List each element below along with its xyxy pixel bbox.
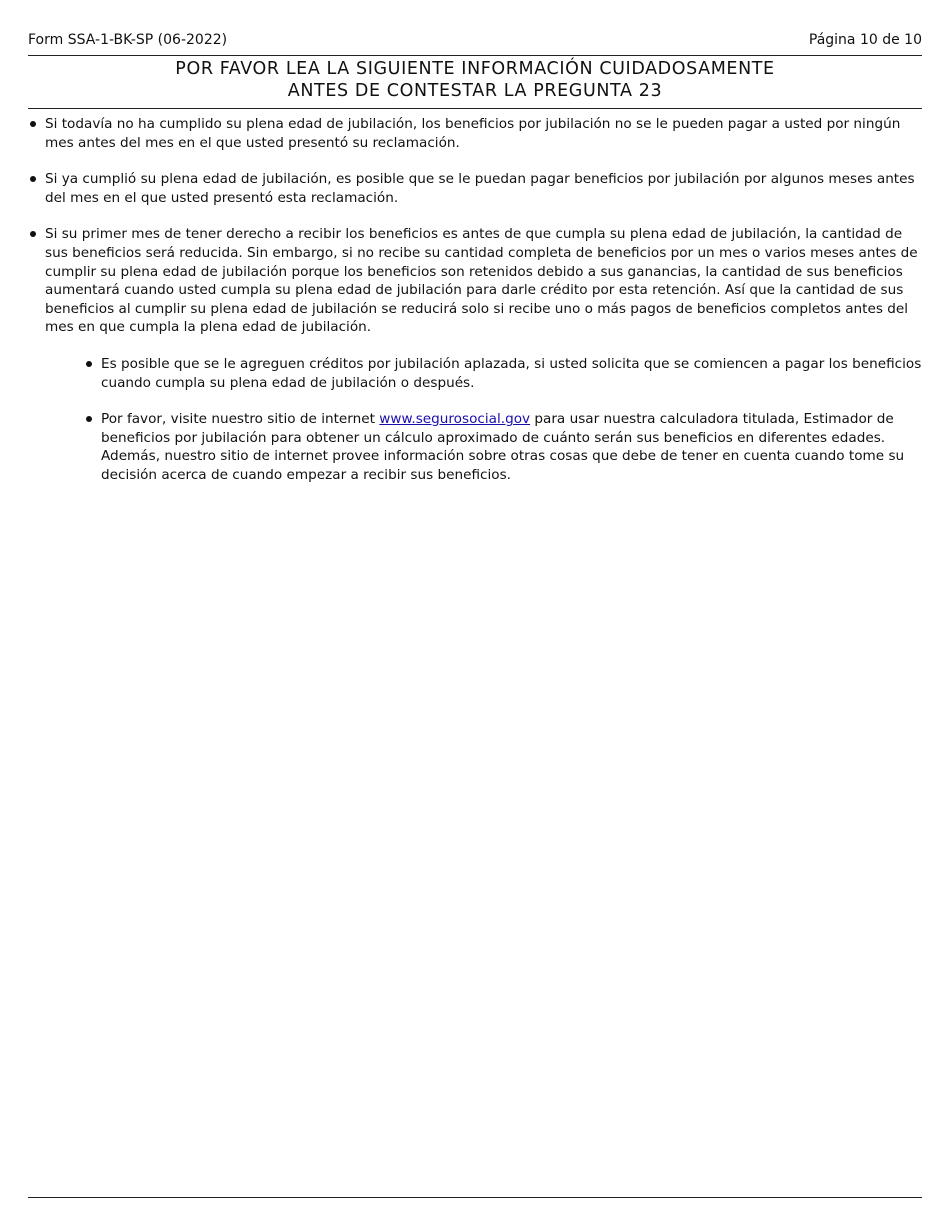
segurosocial-link[interactable]: www.segurosocial.gov	[379, 411, 531, 428]
title-line-2: ANTES DE CONTESTAR LA PREGUNTA 23	[287, 81, 663, 101]
title-line-1: POR FAVOR LEA LA SIGUIENTE INFORMACIÓN CUIDADOSAMENTE	[175, 59, 775, 79]
bullet-icon	[86, 361, 92, 367]
sub-list-item-text-before: Por favor, visite nuestro sitio de internet	[101, 411, 380, 428]
page-number: Página 10 de 10	[808, 32, 922, 48]
list-item	[28, 225, 922, 337]
instructions-list	[28, 115, 922, 503]
bullet-icon	[30, 121, 36, 127]
list-item	[28, 115, 922, 152]
bullet-icon	[30, 231, 36, 237]
sub-list-item-text-after: para usar nuestra calculadora titulada, Estimador de beneficios por jubilación para obtener un cálculo aproximado de cuánto serán sus beneficios en diferentes edades. Además, nuestro sitio de internet provee información sobre otras cosas que debe de tener en cuenta cuando tome su decisión acerca de cuando empezar a recibir sus beneficios.	[101, 411, 905, 483]
list-item-text: Si su primer mes de tener derecho a recibir los beneficios es antes de que cumpla su plena edad de jubilación, la cantidad de sus beneficios será reducida. Sin embargo, si no recibe su cantidad completa de beneficios por un mes o varios meses antes de cumplir su plena edad de jubilación porque los beneficios son retenidos debido a sus ganancias, la cantidad de sus beneficios aumentará cuando usted cumpla su plena edad de jubilación para darle crédito por esta retención. Así que la cantidad de sus beneficios al cumplir su plena edad de jubilación se reducirá solo si recibe uno o más pagos de beneficios completos antes del mes en que cumpla la plena edad de jubilación.	[45, 226, 918, 336]
bullet-icon	[86, 416, 92, 422]
form-page	[28, 0, 922, 1230]
list-item-text: Si todavía no ha cumplido su plena edad de jubilación, los beneficios por jubilación no se le pueden pagar a usted por ningún mes antes del mes en el que usted presentó su reclamación.	[45, 116, 901, 151]
form-id: Form SSA-1-BK-SP (06-2022)	[28, 32, 228, 48]
sub-list-item-text: Es posible que se le agreguen créditos por jubilación aplazada, si usted solicita que se comiencen a pagar los beneficios cuando cumpla su plena edad de jubilación o después.	[101, 355, 922, 391]
list-item	[28, 170, 922, 207]
page-header	[28, 30, 922, 50]
section-title	[28, 58, 922, 102]
header-divider	[28, 55, 922, 56]
bullet-icon	[30, 176, 36, 182]
list-item-text: Si ya cumplió su plena edad de jubilación, es posible que se le puedan pagar beneficios por jubilación por algunos meses antes del mes en el que usted presentó esta reclamación.	[45, 171, 915, 206]
footer-divider	[28, 1197, 922, 1198]
sub-list-item	[84, 355, 922, 392]
title-divider	[28, 108, 922, 109]
sub-list-item	[84, 410, 922, 484]
